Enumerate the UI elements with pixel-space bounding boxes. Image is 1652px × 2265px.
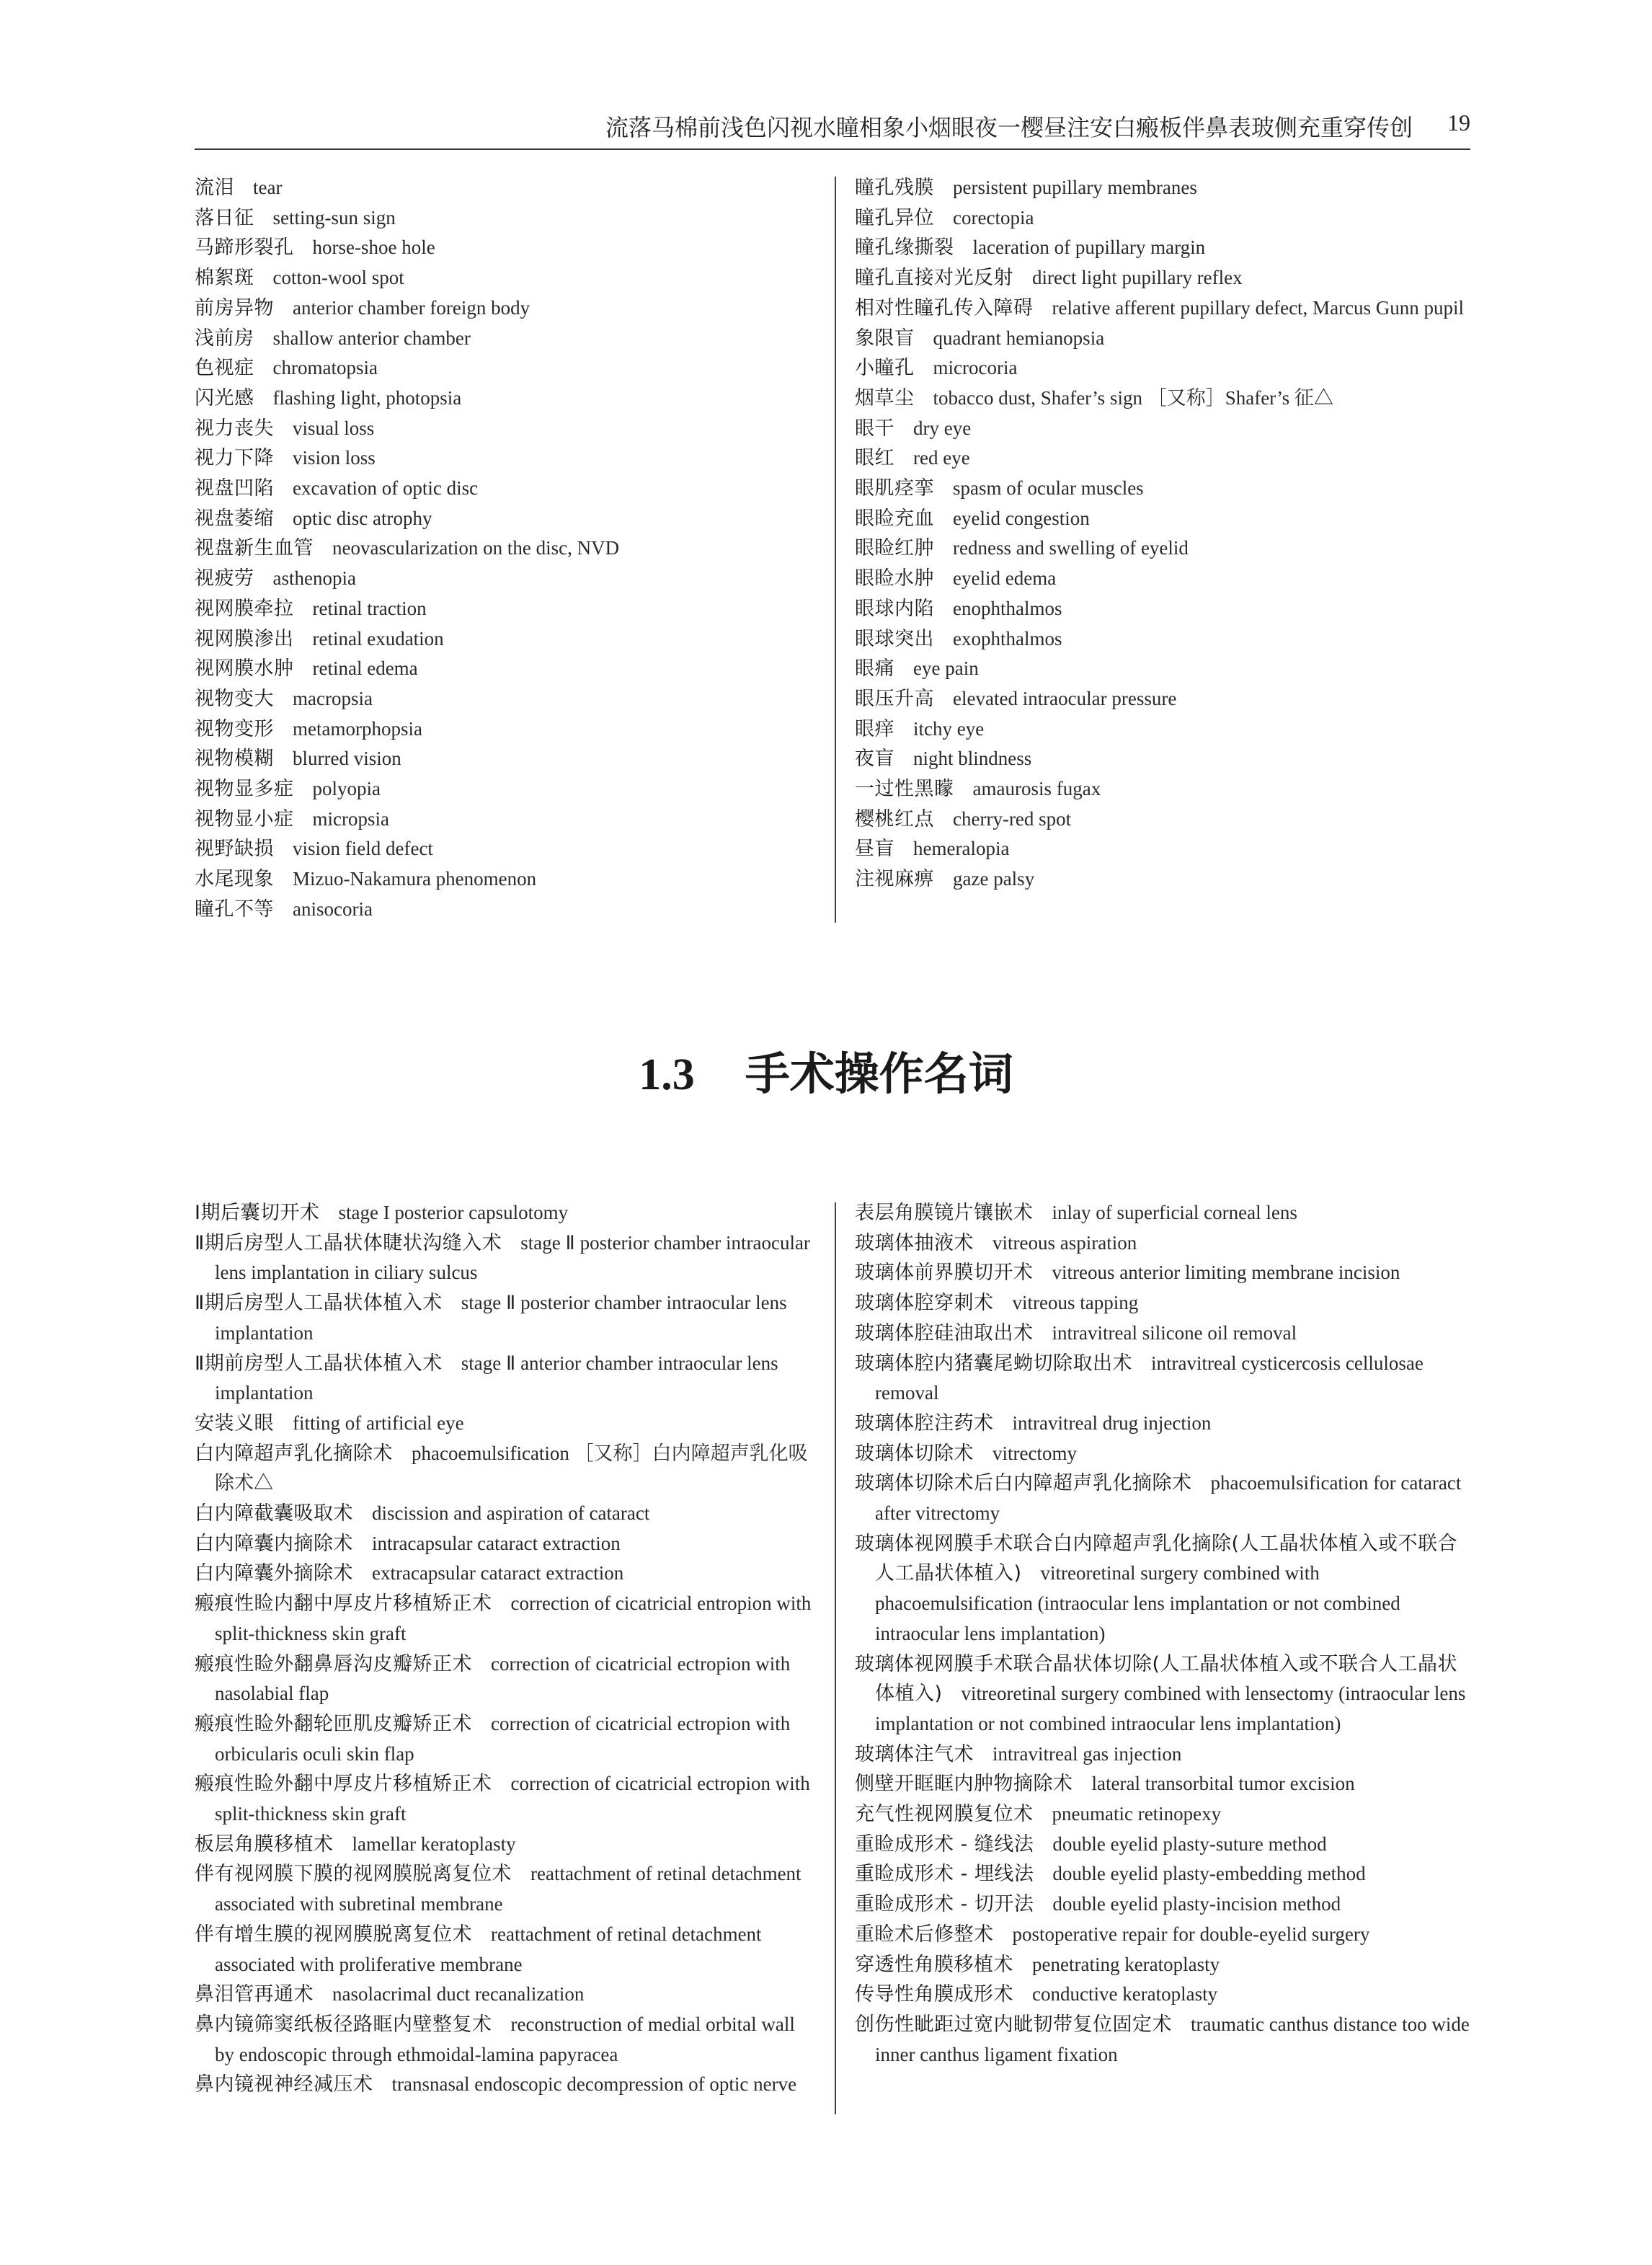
term-chinese: 玻璃体注气术 [855, 1742, 974, 1765]
term-chinese: 玻璃体切除术后白内障超声乳化摘除术 [855, 1472, 1192, 1495]
term-english: spasm of ocular muscles [953, 477, 1144, 500]
glossary-entry [855, 1980, 1475, 2010]
term-english: correction of cicatricial ectropion with split-thickness skin graft [215, 1773, 810, 1825]
term-chinese: 玻璃体腔内猪囊尾蚴切除取出术 [855, 1352, 1132, 1375]
term-chinese: 视疲劳 [195, 567, 254, 590]
glossary-entry [855, 1258, 1475, 1288]
term-chinese: 玻璃体视网膜手术联合晶状体切除(人工晶状体植入或不联合人工晶状体植入) [855, 1652, 1458, 1706]
glossary-entry [855, 864, 1475, 895]
term-chinese: 马蹄形裂孔 [195, 236, 294, 260]
term-english: extracapsular cataract extraction [372, 1562, 624, 1584]
term-english: macropsia [293, 687, 373, 709]
term-english: correction of cicatricial entropion with split-thickness skin graft [215, 1592, 812, 1644]
glossary-entry [855, 533, 1475, 564]
term-chinese: 瞳孔不等 [195, 897, 274, 921]
term-chinese: 白内障囊外摘除术 [195, 1562, 353, 1585]
term-chinese: 白内障截囊吸取术 [195, 1502, 353, 1525]
glossary-entry [855, 2010, 1475, 2070]
glossary-entry [195, 353, 814, 384]
term-english: double eyelid plasty-suture method [1052, 1832, 1327, 1855]
term-chinese: 眼压升高 [855, 687, 934, 710]
term-chinese: 伴有增生膜的视网膜脱离复位术 [195, 1923, 472, 1946]
glossary-entry [855, 594, 1475, 624]
glossary-entry [855, 1830, 1475, 1860]
glossary-entry [855, 1859, 1475, 1889]
glossary-entry [195, 1559, 814, 1589]
bottom-left-column [195, 1198, 814, 2100]
term-english: cotton-wool spot [272, 267, 404, 289]
term-english: setting-sun sign [272, 206, 396, 229]
term-chinese: 瞳孔直接对光反射 [855, 267, 1013, 290]
term-chinese: 视网膜渗出 [195, 627, 294, 650]
glossary-entry [195, 324, 814, 354]
glossary-entry [195, 624, 814, 655]
glossary-entry [855, 805, 1475, 835]
term-english: flashing light, photopsia [272, 386, 462, 409]
glossary-entry [195, 805, 814, 835]
glossary-entry [855, 714, 1475, 745]
term-english: chromatopsia [272, 357, 378, 379]
column-divider-bottom [835, 1202, 836, 2114]
top-right-column [855, 173, 1475, 895]
term-english: discission and aspiration of cataract [372, 1502, 650, 1525]
term-chinese: 昼盲 [855, 838, 894, 861]
term-chinese: 视力下降 [195, 447, 274, 470]
term-english: blurred vision [293, 748, 401, 770]
glossary-entry [195, 744, 814, 774]
glossary-entry [855, 744, 1475, 774]
term-english: horse-shoe hole [312, 236, 435, 259]
glossary-entry [195, 895, 814, 925]
term-english: postoperative repair for double-eyelid surgery [1012, 1923, 1370, 1945]
term-english: asthenopia [272, 567, 356, 590]
term-chinese: 视物显小症 [195, 807, 294, 830]
term-english: conductive keratoplasty [1032, 1983, 1218, 2005]
bottom-right-column [855, 1198, 1475, 2070]
page-number: 19 [1447, 110, 1470, 136]
term-chinese: 瞳孔残膜 [855, 177, 934, 199]
term-chinese: 视物显多症 [195, 778, 294, 801]
glossary-entry [195, 1288, 814, 1348]
glossary-entry [195, 293, 814, 324]
glossary-entry [195, 1769, 814, 1829]
glossary-entry [855, 1950, 1475, 1980]
term-english: night blindness [913, 748, 1032, 770]
glossary-entry [855, 1920, 1475, 1950]
term-english: Mizuo-Nakamura phenomenon [293, 868, 537, 890]
term-chinese: 玻璃体前界膜切开术 [855, 1262, 1034, 1285]
term-english: stage Ⅱ posterior chamber intraocular lens implantation in ciliary sulcus [215, 1231, 810, 1284]
glossary-entry [855, 624, 1475, 655]
glossary-entry [855, 1198, 1475, 1228]
glossary-entry [855, 1228, 1475, 1259]
glossary-entry [195, 1830, 814, 1860]
term-english: elevated intraocular pressure [953, 687, 1177, 709]
term-chinese: 水尾现象 [195, 868, 274, 891]
term-chinese: 眼睑水肿 [855, 567, 934, 590]
glossary-entry [195, 654, 814, 684]
glossary-entry [195, 173, 814, 203]
term-english: retinal exudation [312, 627, 444, 650]
term-english: anisocoria [293, 897, 373, 920]
term-english: relative afferent pupillary defect, Marcus Gunn pupil [1052, 296, 1465, 319]
term-chinese: 鼻内镜筛窦纸板径路眶内壁整复术 [195, 2013, 492, 2036]
term-english: fitting of artificial eye [293, 1411, 464, 1434]
term-english: neovascularization on the disc, NVD [332, 537, 620, 559]
term-english: tear [253, 177, 283, 198]
term-english: eye pain [913, 657, 979, 680]
glossary-entry [195, 1529, 814, 1559]
term-english: excavation of optic disc [293, 477, 479, 500]
term-english: correction of cicatricial ectropion with nasolabial flap [215, 1652, 791, 1705]
term-english: optic disc atrophy [293, 507, 432, 529]
term-english: enophthalmos [953, 597, 1062, 619]
term-chinese: 穿透性角膜移植术 [855, 1953, 1013, 1976]
term-english: eyelid edema [953, 567, 1057, 590]
term-chinese: 眼球内陷 [855, 597, 934, 620]
term-english: retinal traction [312, 597, 427, 619]
glossary-entry [855, 834, 1475, 864]
term-chinese: 眼睑充血 [855, 507, 934, 530]
term-chinese: 闪光感 [195, 386, 254, 409]
term-chinese: 传导性角膜成形术 [855, 1983, 1013, 2006]
glossary-entry [195, 414, 814, 444]
running-header [195, 99, 1470, 150]
term-english: vitreous anterior limiting membrane incision [1052, 1262, 1400, 1284]
term-chinese: 视盘凹陷 [195, 477, 274, 500]
glossary-entry [855, 1739, 1475, 1770]
term-english: phacoemulsification for cataract after vitrectomy [875, 1472, 1462, 1525]
term-english: hemeralopia [913, 838, 1010, 860]
term-chinese: 浅前房 [195, 327, 254, 350]
term-chinese: Ⅰ期后囊切开术 [195, 1202, 320, 1224]
glossary-entry [195, 2070, 814, 2100]
term-chinese: 瞳孔缘撕裂 [855, 236, 954, 260]
glossary-entry [195, 864, 814, 895]
glossary-entry [855, 564, 1475, 594]
glossary-entry [855, 1529, 1475, 1649]
glossary-entry [855, 443, 1475, 474]
term-english: laceration of pupillary margin [972, 236, 1206, 259]
glossary-entry [855, 1769, 1475, 1799]
term-chinese: Ⅱ期后房型人工晶状体睫状沟缝入术 [195, 1231, 502, 1254]
glossary-entry [195, 533, 814, 564]
section-heading [0, 1038, 1652, 1102]
glossary-entry [195, 1409, 814, 1439]
term-chinese: 落日征 [195, 206, 254, 229]
term-english: intravitreal drug injection [1012, 1411, 1212, 1434]
term-chinese: 前房异物 [195, 296, 274, 319]
term-english: vitreoretinal surgery combined with phacoemulsification (intraocular lens implantation or not combined intraocular lens implantation) [875, 1562, 1400, 1644]
term-chinese: 重睑术后修整术 [855, 1923, 994, 1946]
glossary-entry [195, 1920, 814, 1980]
term-english: quadrant hemianopsia [933, 327, 1105, 349]
term-chinese: 视盘新生血管 [195, 537, 314, 560]
term-english: vitrectomy [992, 1442, 1077, 1464]
glossary-entry [195, 1198, 814, 1228]
top-left-column [195, 173, 814, 925]
term-english: reattachment of retinal detachment associated with proliferative membrane [215, 1923, 762, 1975]
glossary-entry [195, 1859, 814, 1919]
term-chinese: 瘢痕性睑内翻中厚皮片移植矫正术 [195, 1592, 492, 1615]
glossary-entry [195, 504, 814, 534]
term-chinese: 小瞳孔 [855, 357, 915, 380]
term-chinese: 眼肌痉挛 [855, 477, 934, 500]
term-english: reconstruction of medial orbital wall by endoscopic through ethmoidal-lamina papyracea [215, 2013, 795, 2065]
glossary-entry [195, 1709, 814, 1769]
term-english: lamellar keratoplasty [352, 1832, 516, 1855]
term-chinese: 充气性视网膜复位术 [855, 1803, 1034, 1826]
term-english: stage Ⅱ posterior chamber intraocular lens implantation [215, 1292, 787, 1344]
term-english: metamorphopsia [293, 717, 422, 740]
glossary-entry [195, 2010, 814, 2070]
glossary-entry [855, 414, 1475, 444]
term-english: intravitreal silicone oil removal [1052, 1321, 1297, 1344]
term-chinese: 创伤性眦距过宽内眦韧带复位固定术 [855, 2013, 1172, 2036]
glossary-entry [855, 233, 1475, 263]
term-english: shallow anterior chamber [272, 327, 471, 349]
term-chinese: Ⅱ期后房型人工晶状体植入术 [195, 1292, 443, 1315]
term-english: persistent pupillary membranes [953, 177, 1197, 198]
term-english: exophthalmos [953, 627, 1062, 650]
term-chinese: 白内障囊内摘除术 [195, 1532, 353, 1555]
term-english: microcoria [933, 357, 1018, 379]
column-divider-top [835, 177, 836, 923]
term-english: vitreous aspiration [992, 1231, 1137, 1254]
glossary-entry [195, 384, 814, 414]
glossary-entry [855, 384, 1475, 414]
glossary-entry [855, 1349, 1475, 1409]
glossary-entry [195, 774, 814, 805]
term-english: pneumatic retinopexy [1052, 1803, 1222, 1825]
term-chinese: 伴有视网膜下膜的视网膜脱离复位术 [195, 1863, 512, 1886]
term-chinese: 侧壁开眶眶内肿物摘除术 [855, 1773, 1073, 1796]
term-chinese: 表层角膜镜片镶嵌术 [855, 1202, 1034, 1224]
term-english: cherry-red spot [953, 807, 1072, 830]
term-chinese: 重睑成形术 - 埋线法 [855, 1863, 1034, 1886]
term-english: stage Ⅱ anterior chamber intraocular lens implantation [215, 1352, 778, 1404]
term-chinese: 眼睑红肿 [855, 537, 934, 560]
glossary-entry [195, 263, 814, 293]
term-chinese: 流泪 [195, 177, 234, 199]
term-chinese: 鼻泪管再通术 [195, 1983, 314, 2006]
term-chinese: 玻璃体视网膜手术联合白内障超声乳化摘除(人工晶状体植入或不联合人工晶状体植入) [855, 1532, 1458, 1585]
term-english: double eyelid plasty-embedding method [1052, 1863, 1366, 1885]
term-english: dry eye [913, 417, 972, 439]
term-chinese: 眼痛 [855, 657, 894, 681]
term-english: red eye [913, 447, 970, 469]
term-chinese: 玻璃体腔注药术 [855, 1411, 994, 1435]
term-chinese: 鼻内镜视神经减压术 [195, 2073, 373, 2096]
glossary-entry [195, 474, 814, 504]
term-chinese: 板层角膜移植术 [195, 1832, 334, 1856]
section-title: 手术操作名词 [745, 1047, 1013, 1100]
term-chinese: 视物模糊 [195, 748, 274, 771]
glossary-entry [855, 474, 1475, 504]
glossary-entry [855, 1649, 1475, 1739]
glossary-entry [855, 353, 1475, 384]
glossary-entry [855, 654, 1475, 684]
term-english: transnasal endoscopic decompression of optic nerve [391, 2073, 797, 2096]
term-chinese: 视物变大 [195, 687, 274, 710]
glossary-entry [855, 684, 1475, 714]
section-number: 1.3 [639, 1050, 695, 1099]
glossary-entry [195, 443, 814, 474]
term-english: intravitreal gas injection [992, 1742, 1182, 1765]
term-english: direct light pupillary reflex [1032, 267, 1243, 289]
glossary-entry [195, 684, 814, 714]
term-english: stage I posterior capsulotomy [338, 1202, 569, 1223]
glossary-entry [855, 1439, 1475, 1469]
term-english: polyopia [312, 778, 381, 800]
term-chinese: 色视症 [195, 357, 254, 380]
term-english: itchy eye [913, 717, 985, 740]
term-chinese: 视物变形 [195, 717, 274, 740]
term-chinese: Ⅱ期前房型人工晶状体植入术 [195, 1352, 443, 1375]
term-chinese: 视网膜水肿 [195, 657, 294, 681]
glossary-entry [195, 233, 814, 263]
term-chinese: 眼痒 [855, 717, 894, 740]
term-chinese: 樱桃红点 [855, 807, 934, 830]
term-english: visual loss [293, 417, 375, 439]
header-title: 流落马棉前浅色闪视水瞳相象小烟眼夜一樱昼注安白瘢板伴鼻表玻侧充重穿传创 [605, 114, 1413, 141]
term-chinese: 白内障超声乳化摘除术 [195, 1442, 393, 1465]
term-chinese: 玻璃体抽液术 [855, 1231, 974, 1254]
term-chinese: 象限盲 [855, 327, 915, 350]
term-english: vitreoretinal surgery combined with lensectomy (intraocular lens implantation or not combined intraocular lens implantation) [875, 1683, 1466, 1734]
term-english: penetrating keratoplasty [1032, 1953, 1220, 1975]
term-english: lateral transorbital tumor excision [1091, 1773, 1355, 1795]
term-chinese: 瞳孔异位 [855, 206, 934, 229]
term-chinese: 烟草尘 [855, 386, 915, 409]
term-english: double eyelid plasty-incision method [1052, 1893, 1341, 1915]
term-chinese: 视力丧失 [195, 417, 274, 440]
glossary-entry [855, 1409, 1475, 1439]
term-english: intracapsular cataract extraction [372, 1532, 621, 1554]
term-english: retinal edema [312, 657, 418, 680]
term-chinese: 重睑成形术 - 切开法 [855, 1893, 1034, 1916]
glossary-entry [195, 834, 814, 864]
term-english: anterior chamber foreign body [293, 296, 530, 319]
term-english: phacoemulsification ［又称］白内障超声乳化吸除术△ [215, 1442, 808, 1494]
term-chinese: 视网膜牵拉 [195, 597, 294, 620]
term-chinese: 玻璃体切除术 [855, 1442, 974, 1465]
glossary-entry [195, 1649, 814, 1709]
header-rule [195, 149, 1470, 150]
term-english: traumatic canthus distance too wide inner canthus ligament fixation [875, 2013, 1470, 2065]
term-english: gaze palsy [953, 868, 1035, 890]
term-chinese: 重睑成形术 - 缝线法 [855, 1832, 1034, 1856]
glossary-entry [855, 1889, 1475, 1920]
glossary-entry [855, 203, 1475, 234]
glossary-entry [195, 594, 814, 624]
glossary-entry [855, 1288, 1475, 1318]
term-chinese: 棉絮斑 [195, 267, 254, 290]
glossary-entry [195, 203, 814, 234]
glossary-entry [195, 1499, 814, 1529]
term-chinese: 眼干 [855, 417, 894, 440]
term-chinese: 瘢痕性睑外翻鼻唇沟皮瓣矫正术 [195, 1652, 472, 1675]
term-english: nasolacrimal duct recanalization [332, 1983, 585, 2005]
term-english: vision loss [293, 447, 376, 469]
term-english: vision field defect [293, 838, 433, 860]
term-english: micropsia [312, 807, 389, 830]
term-chinese: 一过性黑矇 [855, 778, 954, 801]
term-english: corectopia [953, 206, 1034, 229]
glossary-entry [855, 173, 1475, 203]
glossary-entry [855, 293, 1475, 324]
term-chinese: 相对性瞳孔传入障碍 [855, 296, 1034, 319]
term-chinese: 瘢痕性睑外翻轮匝肌皮瓣矫正术 [195, 1712, 472, 1735]
term-english: reattachment of retinal detachment associated with subretinal membrane [215, 1863, 801, 1915]
glossary-entry [195, 1439, 814, 1499]
glossary-entry [855, 774, 1475, 805]
glossary-entry [195, 564, 814, 594]
term-chinese: 视盘萎缩 [195, 507, 274, 530]
glossary-entry [195, 1349, 814, 1409]
term-english: inlay of superficial corneal lens [1052, 1202, 1297, 1223]
glossary-entry [855, 504, 1475, 534]
term-chinese: 视野缺损 [195, 838, 274, 861]
term-chinese: 注视麻痹 [855, 868, 934, 891]
glossary-entry [195, 1589, 814, 1649]
glossary-entry [195, 1980, 814, 2010]
term-english: intravitreal cysticercosis cellulosae removal [875, 1352, 1424, 1404]
term-english: eyelid congestion [953, 507, 1090, 529]
glossary-entry [855, 1318, 1475, 1349]
term-chinese: 玻璃体腔硅油取出术 [855, 1321, 1034, 1344]
glossary-entry [195, 714, 814, 745]
glossary-entry [855, 263, 1475, 293]
term-english: amaurosis fugax [972, 778, 1101, 800]
glossary-entry [855, 324, 1475, 354]
term-english: vitreous tapping [1012, 1292, 1139, 1314]
term-english: correction of cicatricial ectropion with orbicularis oculi skin flap [215, 1712, 791, 1765]
glossary-entry [855, 1468, 1475, 1528]
glossary-entry [195, 1228, 814, 1288]
term-chinese: 玻璃体腔穿刺术 [855, 1292, 994, 1315]
term-chinese: 眼红 [855, 447, 894, 470]
term-chinese: 安装义眼 [195, 1411, 274, 1435]
term-english: redness and swelling of eyelid [953, 537, 1189, 559]
term-chinese: 瘢痕性睑外翻中厚皮片移植矫正术 [195, 1773, 492, 1796]
term-chinese: 夜盲 [855, 748, 894, 771]
term-chinese: 眼球突出 [855, 627, 934, 650]
term-english: tobacco dust, Shafer’s sign ［又称］Shafer’s 征△ [933, 386, 1333, 409]
glossary-entry [855, 1799, 1475, 1830]
